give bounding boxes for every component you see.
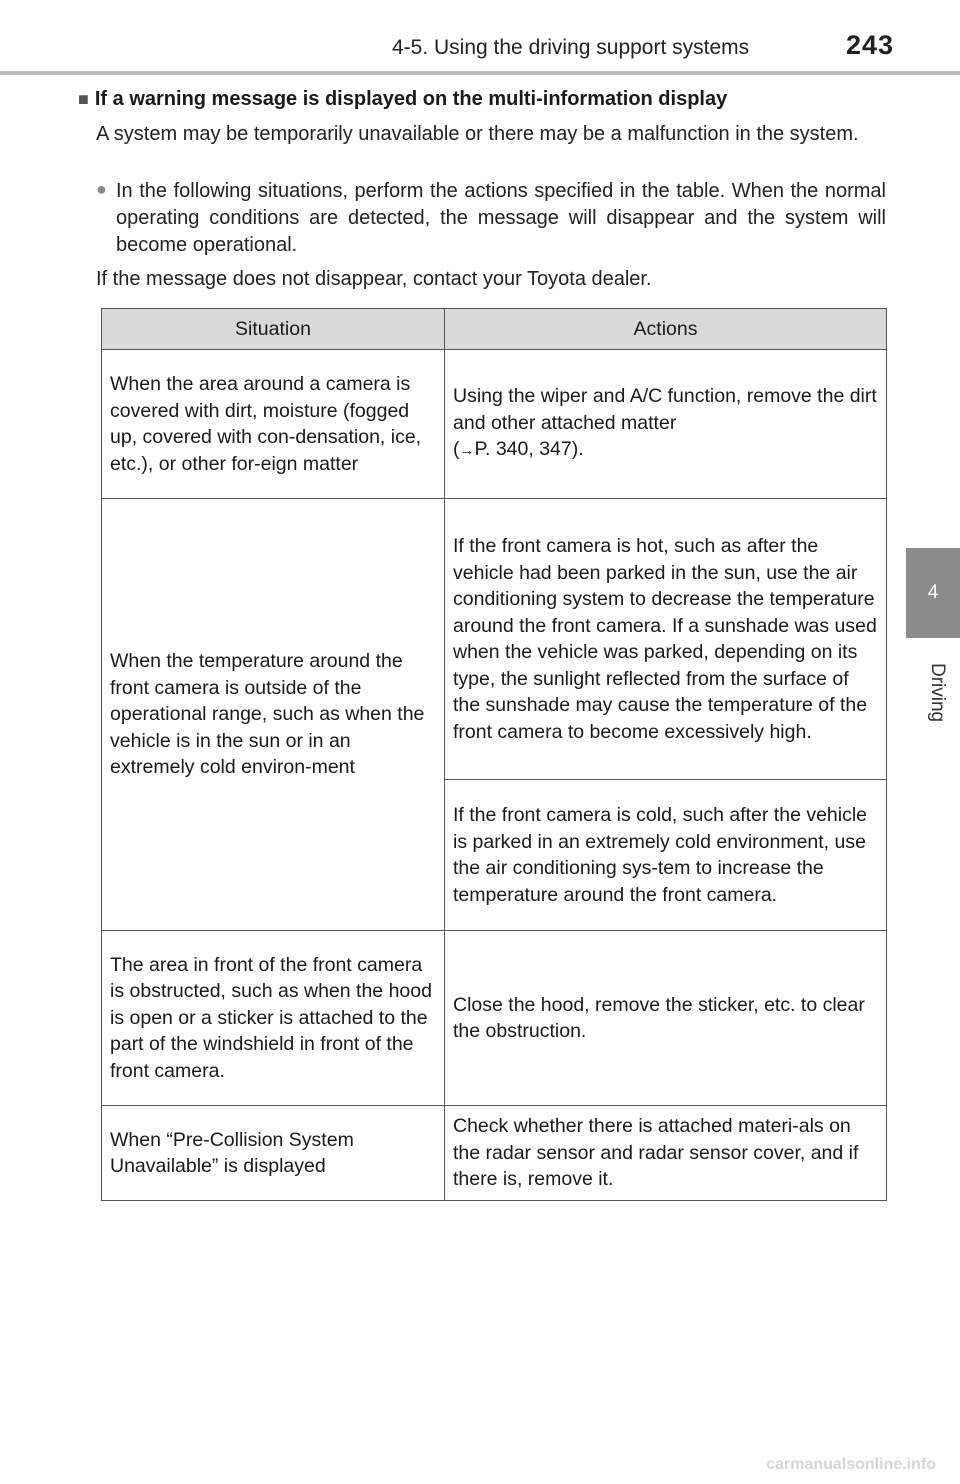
circle-bullet-icon: ● [96, 179, 107, 199]
table-row [102, 499, 887, 780]
page-number: 243 [846, 30, 895, 60]
table-row [102, 931, 887, 1106]
table-header-row [102, 309, 887, 350]
situation-cell: The area in front of the front camera is obstructed, such as when the hood is open or a sticker is attached to the part of the windshield in front of the front camera. [102, 931, 445, 1106]
arrow-right-icon: → [459, 442, 475, 460]
section-heading [78, 88, 878, 111]
action-text: Using the wiper and A/C function, remove the dirt and other attached matter [453, 385, 877, 434]
situation-cell: When “Pre-Collision System Unavailable” is displayed [102, 1106, 445, 1201]
column-header-actions: Actions [445, 309, 887, 350]
situation-cell: When the temperature around the front camera is outside of the operational range, such as when the vehicle is in the sun or in an extremely cold environ-ment [102, 499, 445, 931]
bullet-item [96, 178, 886, 259]
running-header-section: 4-5. Using the driving support systems [392, 36, 750, 59]
chapter-tab: 4 [906, 548, 960, 638]
outro-paragraph: If the message does not disappear, contact your Toyota dealer. [96, 268, 652, 290]
square-bullet-icon: ■ [78, 89, 89, 109]
page-reference: P. 340, 347). [474, 438, 584, 461]
situation-actions-table [101, 308, 887, 1201]
bullet-text: In the following situations, perform the actions specified in the table. When the normal operating conditions are detected, the message will disappear and the system will become operational. [116, 180, 886, 256]
action-cell: Using the wiper and A/C function, remove the dirt and other attached matter (→P. 340, 347). [445, 350, 887, 499]
table-row [102, 1106, 887, 1201]
watermark: carmanualsonline.info [766, 1456, 936, 1473]
action-cell: Close the hood, remove the sticker, etc. to clear the obstruction. [445, 931, 887, 1106]
action-cell: If the front camera is hot, such as after the vehicle had been parked in the sun, use the air conditioning system to decrease the temperature around the front camera. If a sunshade was used when the vehicle was parked, depending on its type, the sunlight reflected from the surface of the sunshade may cause the temperature of the front camera to become excessively high. [445, 499, 887, 780]
action-cell: If the front camera is cold, such after the vehicle is parked in an extremely cold environment, use the air conditioning sys-tem to increase the temperature around the front camera. [445, 780, 887, 931]
column-header-situation: Situation [102, 309, 445, 350]
header-divider [0, 71, 960, 75]
action-cell: Check whether there is attached materi-als on the radar sensor and radar sensor cover, and if there is, remove it. [445, 1106, 887, 1201]
intro-paragraph: A system may be temporarily unavailable or there may be a malfunction in the system. [96, 123, 859, 145]
section-heading-text: If a warning message is displayed on the multi-information display [94, 88, 728, 110]
table-row [102, 350, 887, 499]
chapter-label: Driving [927, 663, 948, 723]
situation-cell: When the area around a camera is covered with dirt, moisture (fogged up, covered with con-densation, ice, etc.), or other for-eign matter [102, 350, 445, 499]
